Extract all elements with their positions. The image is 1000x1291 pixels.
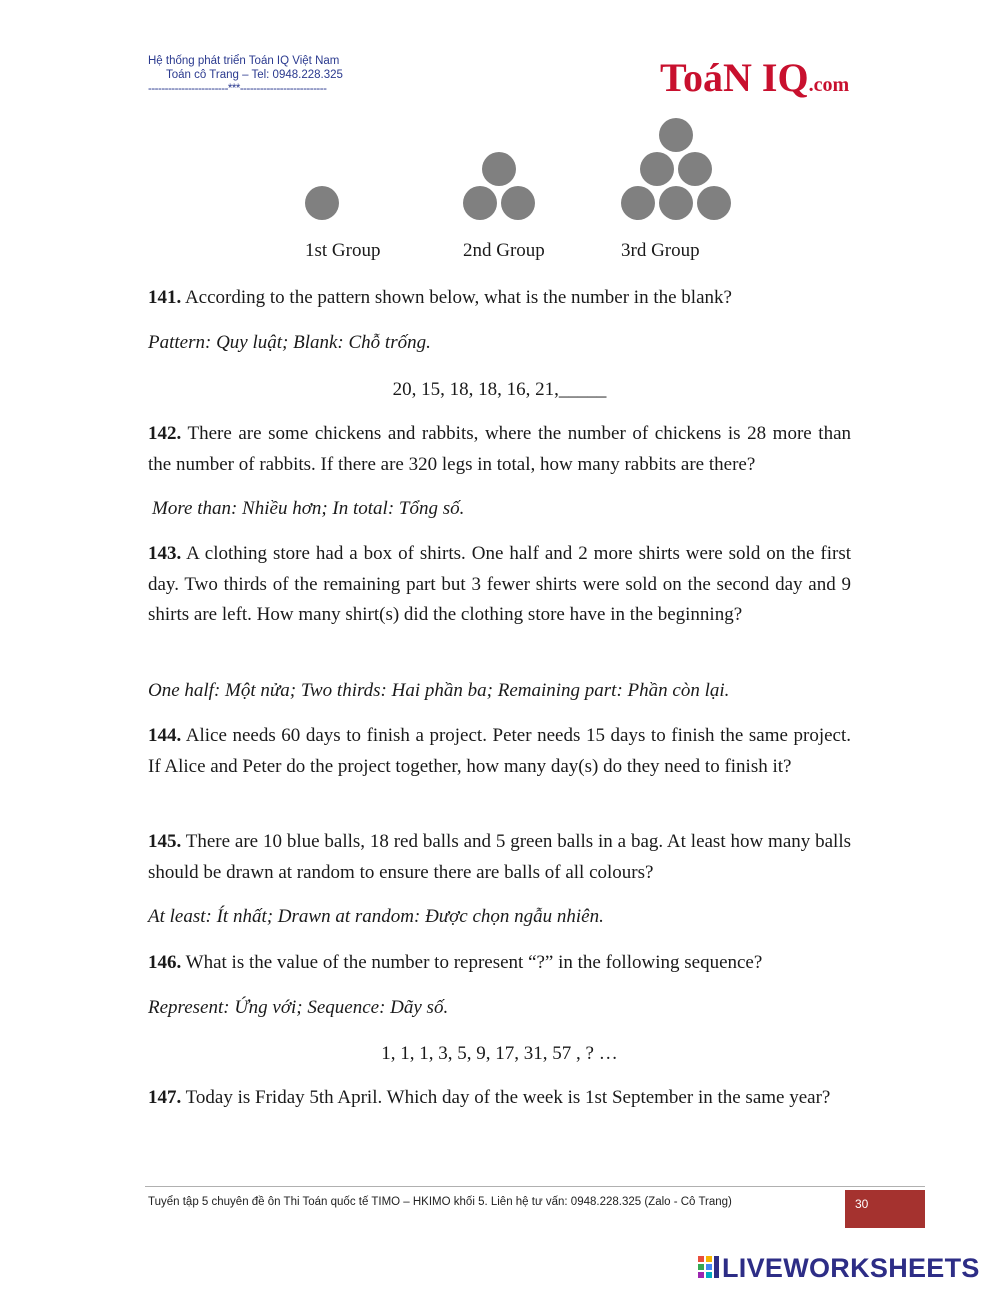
group3-dot-mid-right xyxy=(678,152,712,186)
logo-main: ToáN IQ xyxy=(660,55,809,100)
group3-dot-bottom-1 xyxy=(621,186,655,220)
question-text: What is the value of the number to represent “?” in the following sequence? xyxy=(181,952,763,973)
page-number: 30 xyxy=(855,1197,869,1211)
liveworksheets-watermark xyxy=(698,1253,980,1284)
question-text: A clothing store had a box of shirts. One half and 2 more shirts were sold on the first day. Two thirds of the remaining part but 3 fewer shirts were sold on the second day and 9 shirts are left. How many shirt(s) did the clothing store have in the beginning? xyxy=(148,543,851,625)
vocab-145: At least: Ít nhất; Drawn at random: Được chọn ngẫu nhiên. xyxy=(148,906,604,927)
question-number: 145. xyxy=(148,831,182,852)
group-label-1: 1st Group xyxy=(305,240,381,261)
footer-text: Tuyển tập 5 chuyên đề ôn Thi Toán quốc tế TIMO – HKIMO khối 5. Liên hệ tư vấn: 0948.228.325 (Zalo - Cô Trang) xyxy=(148,1196,732,1208)
dot-groups-figure xyxy=(0,110,1000,230)
question-144 xyxy=(148,721,851,782)
question-143 xyxy=(148,539,851,631)
group2-dot-left xyxy=(463,186,497,220)
group3-dot-top xyxy=(659,118,693,152)
toaniq-logo xyxy=(660,54,849,101)
group3-dot-bottom-3 xyxy=(697,186,731,220)
question-number: 147. xyxy=(148,1087,182,1108)
question-number: 146. xyxy=(148,952,182,973)
question-text: Today is Friday 5th April. Which day of the week is 1st September in the same year? xyxy=(181,1087,831,1108)
question-141 xyxy=(148,283,851,314)
sequence-146: 1, 1, 1, 3, 5, 9, 17, 31, 57 , ? … xyxy=(381,1043,618,1064)
header-line-1: Hệ thống phát triển Toán IQ Việt Nam xyxy=(148,55,340,67)
vocab-141: Pattern: Quy luật; Blank: Chỗ trống. xyxy=(148,332,431,353)
question-text: There are 10 blue balls, 18 red balls and 5 green balls in a bag. At least how many balls should be drawn at random to ensure there are balls of all colours? xyxy=(148,831,851,883)
question-146 xyxy=(148,948,851,979)
question-number: 141. xyxy=(148,287,182,308)
header-info xyxy=(148,54,343,96)
group1-dot xyxy=(305,186,339,220)
liveworksheets-icon xyxy=(698,1256,720,1280)
header-line-3: ------------------------***-------------------------- xyxy=(148,83,327,95)
question-142 xyxy=(148,419,851,480)
page-number-box xyxy=(845,1190,925,1228)
question-number: 143. xyxy=(148,543,182,564)
liveworksheets-text: LIVEWORKSHEETS xyxy=(722,1253,980,1283)
group2-dot-top xyxy=(482,152,516,186)
group3-dot-mid-left xyxy=(640,152,674,186)
group-label-2: 2nd Group xyxy=(463,240,545,261)
question-text: There are some chickens and rabbits, where the number of chickens is 28 more than the number of rabbits. If there are 320 legs in total, how many rabbits are there? xyxy=(148,423,851,475)
question-145 xyxy=(148,827,851,888)
question-number: 144. xyxy=(148,725,182,746)
group-label-3: 3rd Group xyxy=(621,240,700,261)
question-text: According to the pattern shown below, what is the number in the blank? xyxy=(181,287,732,308)
logo-suffix: .com xyxy=(808,74,850,96)
vocab-142: More than: Nhiều hơn; In total: Tổng số. xyxy=(152,498,465,519)
footer-divider xyxy=(145,1186,925,1187)
vocab-146: Represent: Ứng với; Sequence: Dãy số. xyxy=(148,997,449,1018)
group2-dot-right xyxy=(501,186,535,220)
question-number: 142. xyxy=(148,423,182,444)
group3-dot-bottom-2 xyxy=(659,186,693,220)
header-line-2: Toán cô Trang – Tel: 0948.228.325 xyxy=(166,69,343,81)
vocab-143: One half: Một nửa; Two thirds: Hai phần ba; Remaining part: Phần còn lại. xyxy=(148,680,730,701)
sequence-141: 20, 15, 18, 18, 16, 21,_____ xyxy=(392,379,607,400)
question-147 xyxy=(148,1083,851,1114)
question-text: Alice needs 60 days to finish a project. Peter needs 15 days to finish the same project. If Alice and Peter do the project together, how many day(s) do they need to finish it? xyxy=(148,725,851,777)
